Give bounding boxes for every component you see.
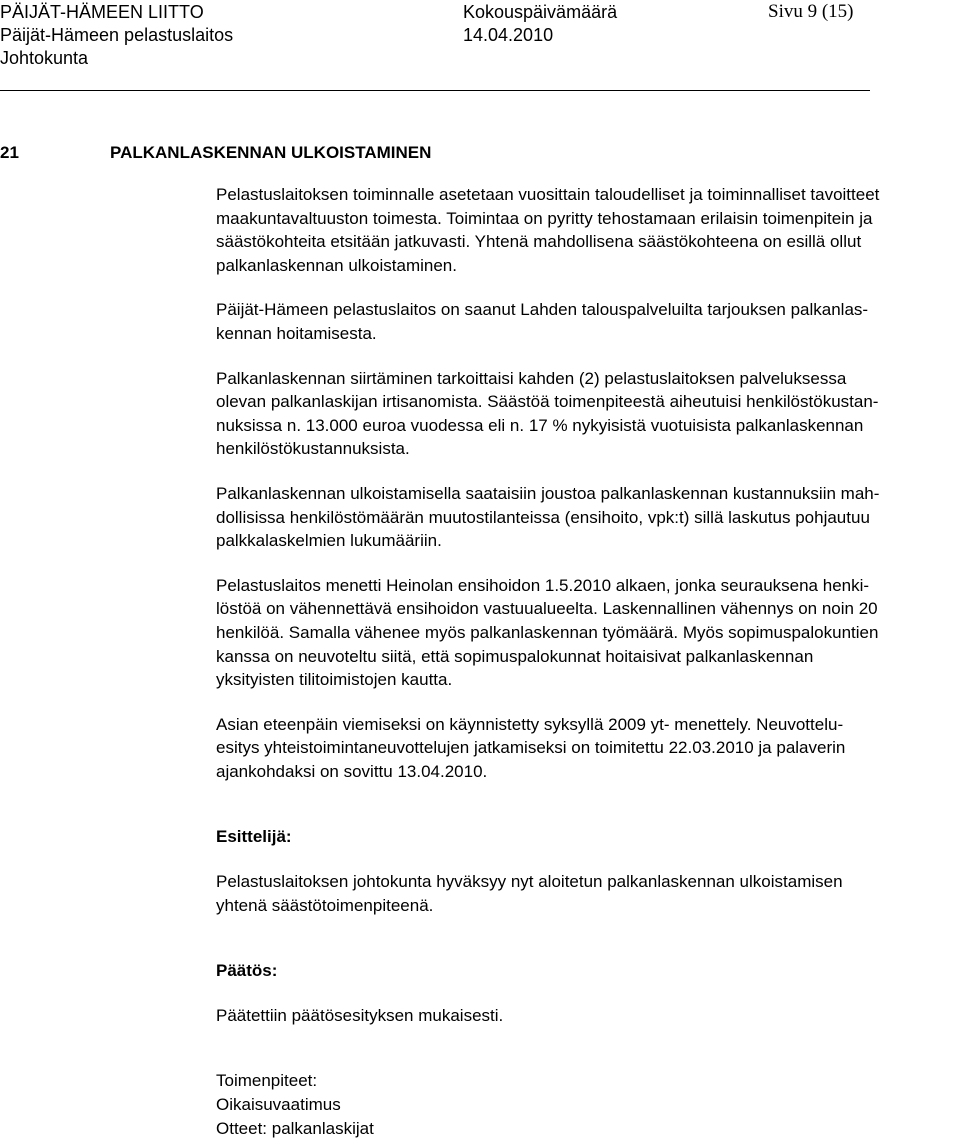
proposal-line: yhtenä säästötoimenpiteenä.: [216, 895, 434, 915]
paragraph: [216, 713, 956, 784]
meeting-date: 14.04.2010: [463, 25, 554, 45]
paragraph-line: Pelastuslaitos menetti Heinolan ensihoidon 1.5.2010 alkaen, jonka seurauksena henki-: [216, 575, 870, 595]
paragraph-line: henkilöstökustannuksista.: [216, 439, 410, 459]
paragraph-line: henkilöä. Samalla vähenee myös palkanlaskennan työmäärä. Myös sopimuspalokuntien: [216, 622, 879, 642]
paragraph-line: Pelastuslaitoksen toiminnalle asetetaan vuosittain taloudelliset ja toiminnalliset tavoitteet: [216, 185, 880, 204]
paragraph: [216, 298, 956, 345]
actions: [216, 1069, 956, 1140]
proposal-line: Pelastuslaitoksen johtokunta hyväksyy nyt aloitetun palkanlaskennan ulkoistamisen: [216, 872, 843, 892]
paragraph-line: dollisissa henkilöstömäärän muutostilanteissa (ensihoito, vpk:t) sillä laskutus pohjautuu: [216, 507, 870, 527]
section-heading: [0, 143, 431, 163]
actions-label: Toimenpiteet:: [216, 1071, 318, 1091]
paragraph-line: Asian eteenpäin viemiseksi on käynnistetty syksyllä 2009 yt- menettely. Neuvottelu-: [216, 714, 844, 734]
paragraph-line: palkanlaskennan ulkoistaminen.: [216, 255, 457, 275]
paragraph-line: säästökohteita etsitään jatkuvasti. Yhtenä mahdollisena säästökohteena on esillä ollut: [216, 232, 862, 252]
presenter-label-text: Esittelijä:: [216, 827, 292, 847]
paragraph: [216, 574, 956, 692]
paragraph-line: kanssa on neuvoteltu siitä, että sopimuspalokunnat hoitaisivat palkanlaskennan: [216, 646, 814, 666]
document-body: [216, 183, 956, 1140]
decision-line: Päätettiin päätösesityksen mukaisesti.: [216, 1005, 504, 1025]
action-item: Otteet: palkanlaskijat: [216, 1118, 374, 1138]
paragraph-line: Palkanlaskennan siirtäminen tarkoittaisi kahden (2) pelastuslaitoksen palveluksessa: [216, 368, 847, 388]
paragraph: [216, 367, 956, 461]
section-title: PALKANLASKENNAN ULKOISTAMINEN: [110, 143, 432, 162]
section-number: 21: [0, 143, 19, 162]
paragraph-line: ajankohdaksi on sovittu 13.04.2010.: [216, 761, 488, 781]
paragraph-line: yksityisten tilitoimistojen kautta.: [216, 670, 453, 690]
paragraph-line: nuksissa n. 13.000 euroa vuodessa eli n. 17 % nykyisistä vuotuisista palkanlaskennan: [216, 415, 864, 435]
header-org: PÄIJÄT-HÄMEEN LIITTO: [0, 2, 204, 22]
decision-text: [216, 1004, 956, 1028]
action-item: Oikaisuvaatimus: [216, 1095, 341, 1115]
paragraph-line: kennan hoitamisesta.: [216, 323, 377, 343]
paragraph-line: löstöä on vähennettävä ensihoidon vastuualueelta. Laskennallinen vähennys on noin 20: [216, 599, 878, 619]
presenter-label: [216, 825, 956, 849]
meeting-date-label: Kokouspäivämäärä: [463, 2, 618, 22]
paragraph-line: Päijät-Hämeen pelastuslaitos on saanut Lahden talouspalveluilta tarjouksen palkanlas-: [216, 300, 869, 320]
page-number: Sivu 9 (15): [768, 1, 854, 22]
paragraph-line: esitys yhteistoimintaneuvottelujen jatkamiseksi on toimitettu 22.03.2010 ja palaverin: [216, 738, 846, 758]
paragraph-line: Palkanlaskennan ulkoistamisella saataisiin joustoa palkanlaskennan kustannuksiin mah-: [216, 483, 880, 503]
paragraph-line: palkkalaskelmien lukumääriin.: [216, 531, 442, 551]
presenter-proposal: [216, 870, 956, 917]
paragraph: [216, 183, 956, 277]
header-body: Johtokunta: [0, 48, 89, 68]
paragraph: [216, 482, 956, 553]
paragraph-line: maakuntavaltuuston toimesta. Toimintaa on pyritty tehostamaan erilaisin toimenpitein ja: [216, 208, 873, 228]
header-unit: Päijät-Hämeen pelastuslaitos: [0, 25, 234, 45]
decision-label-text: Päätös:: [216, 961, 278, 981]
header-rule: [0, 90, 870, 91]
paragraph-line: olevan palkanlaskijan irtisanomista. Säästöä toimenpiteestä aiheutuisi henkilöstökustan-: [216, 392, 879, 412]
decision-label: [216, 959, 956, 983]
